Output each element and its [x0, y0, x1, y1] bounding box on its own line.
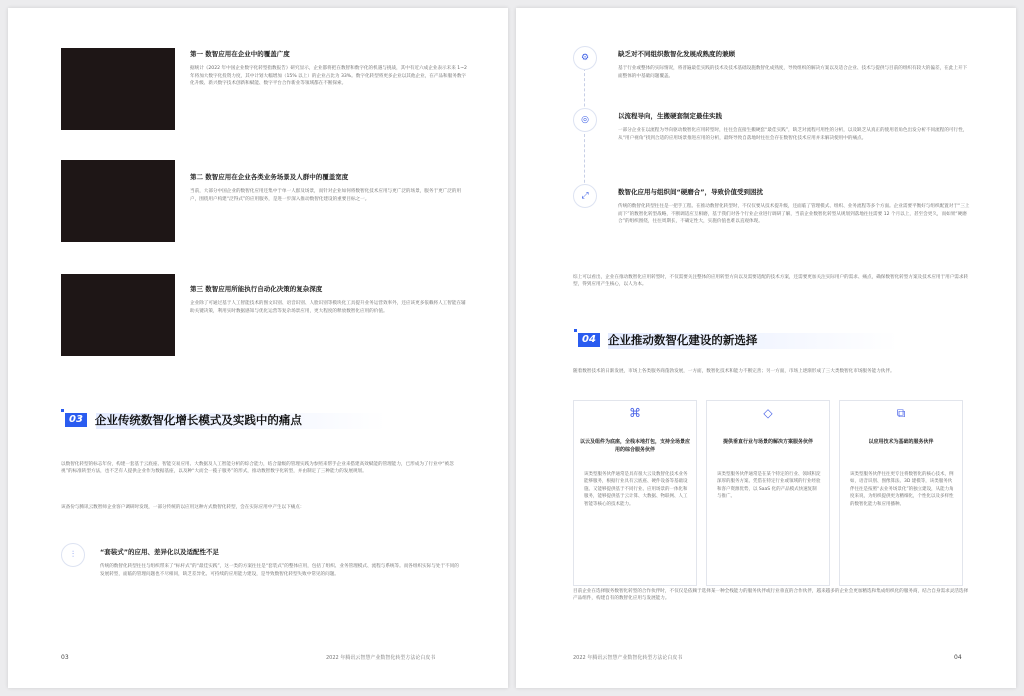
pain-point-block: [100, 548, 460, 578]
section-title: 企业传统数智化增长模式及实践中的痛点: [94, 413, 302, 427]
cluster-icon: ⌘: [629, 406, 641, 420]
pain-title: “套装式”的应用、差异化以及适配性不足: [100, 548, 220, 556]
pain-item-organization: [618, 188, 970, 225]
section-intro: 随着数智技术的日渐发展，市场上各类服务商蓬勃发展，一方面，数智化技术和能力不断完善；另一方面，市场上逐渐形成了三大类数智化市场服务能力伙伴。: [573, 369, 895, 374]
pain-item-maturity: [618, 50, 970, 80]
block-body: 企业除了可通过基于人工智能技术的图文识别、语音识别、人脸识别等模块化工具提升业务运营效率外，还应该更多依赖将人工智能在辅助关键决策，利用实时数据感知与优化运营等复杂场景应用，更大程度的释放数智化应用的价值。: [190, 301, 466, 314]
left-page: [8, 8, 508, 688]
expand-icon: ⤢: [573, 184, 597, 208]
sliders-icon: ⫶: [61, 543, 85, 567]
card-body: 该类型服务伙伴通常是在某个特定的行业、领域积淀深厚的服务方案、凭借在特定行业或领域的行业经验和客户资源优势，以 SaaS 化的产品模式快速复制与推广。: [717, 472, 821, 500]
card-body: 该类型服务伙伴通常是具有很大云及数智化技术业务能够服务，根据行业具有云底座、硬件设备等基础设施、又能够提供基于不同行业、应用场景的一体化和服务，能够提供基于云计算、大数据、物联网、人工智能等核心的技术能力。: [584, 472, 688, 507]
coverage-width-block: [190, 173, 470, 203]
page-number: 04: [954, 654, 962, 661]
item-body: 传统的数智化转型往往是一把手工程。在推动数智化转型时，不仅仅要从技术提升级，还面临了管理模式、组织、业务流程等多个方面。企业需要平衡好与组织配置对于“三上而下”的数智化转型战略，不断调适应互相磨，基于我们对各个行业企业进行调研了解，当前企业数智化转型从规划到落地往往需要 12 个月以上，甚至会更久，而如果“硬磨合”的组织围绕，往往周期长，不确定性大，实施价值也难以直观体现。: [618, 204, 970, 224]
item-body: 一部分企业在以流程为导向驱动数智化应用转型时，往往会直接生搬硬套“最佳实践”，缺乏对流程可用性的分析，以及缺乏从真正的使用者角色出发分析不同流程的可行性，从“用户视角”找到合适的应用场景推进应用的分析，最终导致自落地时往往会存在数智化技术应用并未解决使用中的痛点。: [618, 128, 968, 141]
partner-card-vertical: [706, 400, 830, 586]
page-number: 03: [61, 654, 69, 661]
gear-icon: ⚙: [573, 46, 597, 70]
item-title: 缺乏对不同组织数智化发展成熟度的兼顾: [618, 50, 735, 58]
item-body: 基于行业或整体的实际情况，将普遍最佳实践的技术及技术基础设施数智化成熟度，导致组织的解决方案以及适合企业、技术与提供与目前的组织有较大的偏差，在此上开下面整体的中基础问题覆盖。: [618, 66, 968, 79]
block-title: 第二 数智应用在企业各类业务场景及人群中的覆盖宽度: [190, 173, 349, 181]
network-icon: ⧉: [896, 406, 906, 420]
block-title: 第三 数智应用所能执行自动化决策的复杂深度: [190, 285, 323, 293]
block-image-2: [61, 160, 175, 242]
section-04-heading: [578, 332, 757, 348]
page-footer: 2022 年腾讯云智慧产业数智化转型方法论白皮书: [573, 655, 683, 661]
block-body: 据统计《2022 年中国企业数字化转型指数报告》研究显示，企业都将把在数智和数字化的机遇与挑战，其中有近六成企业表示未来 1~2 年将加大数字化投资力度，其中计划大幅增加（15% 以上）的企业占比为 33%。数字化转型将更多企业以其他企业，在产品和服务数字化升级、新兴数字技术创新和赋能、数字平台合作新业等领域都在不断探索。: [190, 66, 467, 86]
block-title: 第一 数智应用在企业中的覆盖广度: [190, 50, 290, 58]
card-title: 提供垂直行业与场景的解决方案服务伙伴: [722, 439, 813, 445]
section-03-heading: [65, 412, 302, 428]
section-title: 企业推动数智化建设的新选择: [607, 333, 758, 347]
pain-body: 传统的数智化转型往往与组织带来了“标杆式”的“最佳实践”，这一类的方案往往是“套装式”的整体应用，包括了组织、业务管理模式、流程与系统等。而各组织实际与处于不同的发展转型，面临的管理问题也不尽相同，缺乏差异化、可持续的应用能力建设，是导致数智化转型失败中常见的问题。: [100, 564, 459, 577]
block-image-1: [61, 48, 175, 130]
summary-paragraph: 综上可以看出，企业在推动数智化应用转型时，不仅需要关注整体的应用转型方向以及需要适配的技术方案，还需要更加关注实际用户的需求、痛点，确保数智化转型方案及技术应用于用户需求转型，得到应用产生核心，以人为本。: [573, 275, 969, 288]
page-footer: 2022 年腾讯云智慧产业数智化转型方法论白皮书: [326, 655, 436, 661]
diamond-icon: ◇: [763, 406, 773, 420]
pain-item-process: [618, 112, 970, 142]
target-icon: ◎: [573, 108, 597, 132]
card-body: 该类型服务伙伴往往更专注将数智化的核心技术，例如，语音识别、图像算法、3D 建模等，该类服务伙伴往往是按照“去业务场景化”的独立建设，从能力角度来说，为组织提供更为精细化，个性化以及多样性的数智化能力和应用播种。: [850, 472, 954, 507]
block-image-3: [61, 274, 175, 356]
section-number: 03: [65, 413, 87, 427]
section-intro: 以数智化转型的标志年份，构建一套基于云底座、智能交易应用、大数据及人工智能分析的综合能力，结合量级的管理实践为参照来帮手企业来搭建高效赋能的管理能力，已形成为了行业中“被忽视”的标准转型方法，也不乏有人提供企业作为数据基座，以及种“大而全一揽子服务”的形式，推动数智数字化转型，并由制定了三种能力的发展规划。: [61, 462, 454, 475]
partner-card-fullstack: [573, 400, 697, 586]
decision-depth-block: [190, 285, 470, 315]
card-title: 以云及组件为底座，全栈本地打包，支持全场景应用的综合服务伙伴: [580, 439, 691, 453]
block-body: 当前，大部分中国企业的数智化应用还集中于单一人群及场景，而针对企业如何将数智化技术应用与更广泛的场景，服务于更广泛的用户，围绕用户构建“泛得式”的应用服务，是进一步深入推动数智化建设的重要目标之一。: [190, 189, 462, 202]
partner-card-technology: [839, 400, 963, 586]
section-intro-2: 该备份与腾讯云数智师企业客户调研时发现，一部分传统的以应用这种方式数智化转型，会在实际应用中产生以下痛点：: [61, 505, 305, 510]
right-page: [516, 8, 1016, 688]
coverage-breadth-block: [190, 50, 470, 87]
item-title: 数智化应用与组织间“硬磨合”，导致价值受到困扰: [618, 188, 764, 196]
conclusion-paragraph: 目前企业在选择服务数智化转型的合作伙伴时，不仅仅是依赖于选择某一种全栈能力的服务伙伴或行业垂直的合作伙伴，越来越多的企业会更加精选和集成组织化的服务商，结合自身需求灵活选择产品组件，构建自有的数智化应用与发展能力。: [573, 589, 969, 602]
item-title: 以流程导向，生搬硬套制定最佳实践: [618, 112, 722, 120]
section-number: 04: [578, 333, 600, 347]
timeline-divider: [584, 68, 585, 198]
card-title: 以应用技术为基础的服务伙伴: [868, 439, 934, 445]
